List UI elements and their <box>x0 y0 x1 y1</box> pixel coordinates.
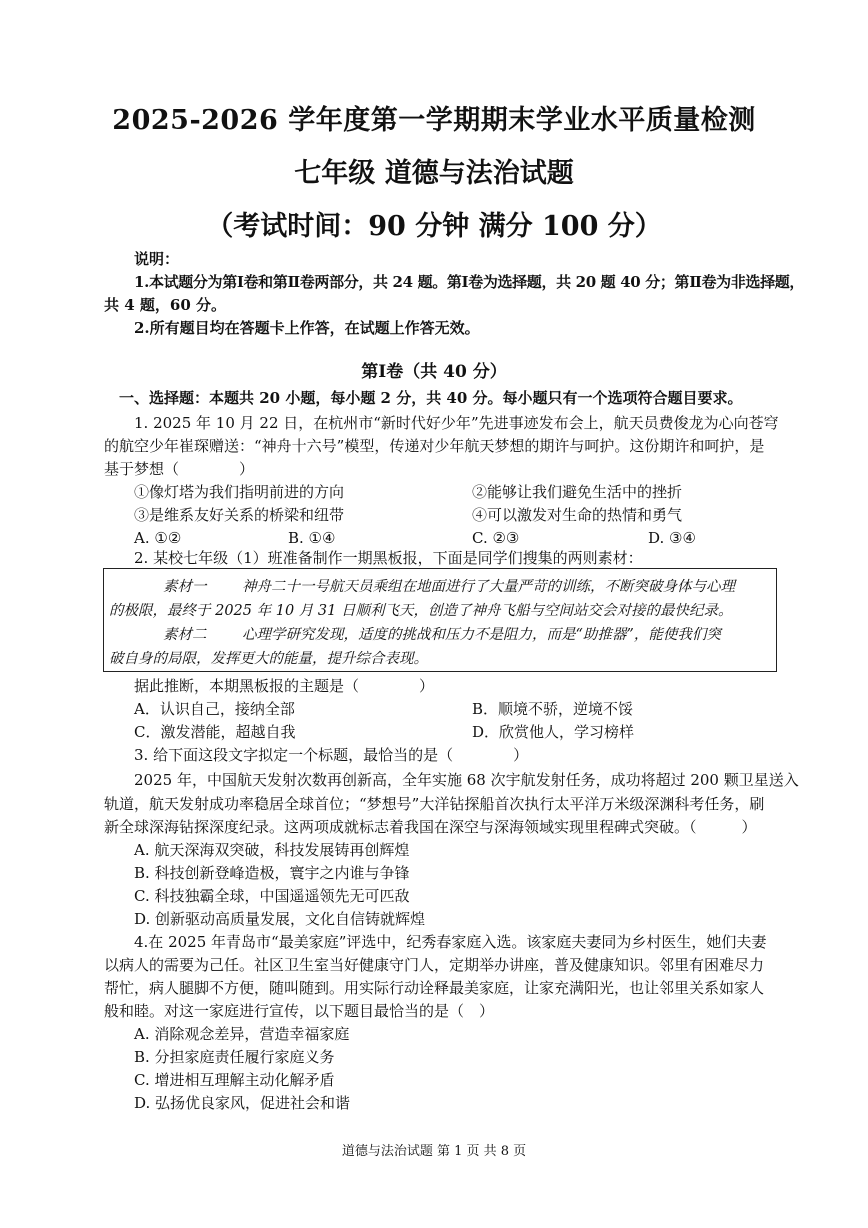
q2-stem: 2. 某校七年级（1）班准备制作一期黑板报，下面是同学们搜集的两则素材： <box>134 549 643 567</box>
section-title: 第Ⅰ卷（共 40 分） <box>361 362 507 382</box>
q3-stem: 3. 给下面这段文字拟定一个标题，最恰当的是（ ） <box>134 746 529 764</box>
exam-subtitle: 七年级 道德与法治试题 <box>294 158 574 189</box>
q2-option-b: B．顺境不骄，逆境不馁 <box>472 700 634 718</box>
q2-option-c: C．激发潜能，超越自我 <box>134 723 296 741</box>
q2-material-1-line-1: 神舟二十一号航天员乘组在地面进行了大量严苛的训练，不断突破身体与心理 <box>242 579 735 595</box>
q4-option-c: C. 增进相互理解主动化解矛盾 <box>134 1071 335 1089</box>
q1-stem-line-3: 基于梦想（ ） <box>104 460 255 478</box>
q2-material-2-label: 素材二 <box>163 627 207 643</box>
exam-title: 2025-2026 学年度第一学期期末学业水平质量检测 <box>112 105 756 136</box>
part-heading: 一、选择题：本题共 20 小题，每小题 2 分，共 40 分。每小题只有一个选项符合题目要求。 <box>119 389 743 407</box>
exam-info: （考试时间：90 分钟 满分 100 分） <box>206 211 662 242</box>
q1-statement-3: ③是维系友好关系的桥梁和纽带 <box>134 506 345 524</box>
q3-option-a: A. 航天深海双突破，科技发展铸再创辉煌 <box>134 841 410 859</box>
q4-stem-line-1: 4.在 2025 年青岛市“最美家庭”评选中，纪秀春家庭入选。该家庭夫妻同为乡村医生，她们夫妻 <box>134 933 767 951</box>
q1-statement-1: ①像灯塔为我们指明前进的方向 <box>134 483 345 501</box>
q1-stem-line-2: 的航空少年崔琛赠送：“神舟十六号”模型，传递对少年航天梦想的期许与呵护。这份期许和呵护，是 <box>104 437 765 455</box>
q2-material-2-line-1: 心理学研究发现，适度的挑战和压力不是阻力，而是“助推器”，能使我们突 <box>242 627 721 643</box>
q1-option-c: C. ②③ <box>472 529 520 547</box>
instruction-item-2: 2.所有题目均在答题卡上作答，在试题上作答无效。 <box>134 319 480 337</box>
q3-option-c: C. 科技独霸全球，中国遥遥领先无可匹敌 <box>134 887 410 905</box>
q3-passage-line-1: 2025 年，中国航天发射次数再创新高，全年实施 68 次宇航发射任务，成功将超过 200 颗卫星送入 <box>134 771 799 789</box>
instruction-item-1: 1.本试题分为第Ⅰ卷和第Ⅱ卷两部分，共 24 题。第Ⅰ卷为选择题，共 20 题 40 分；第Ⅱ卷为非选择题， <box>134 273 805 291</box>
q2-option-d: D．欣赏他人，学习榜样 <box>472 723 635 741</box>
q1-option-b: B. ①④ <box>288 529 336 547</box>
q4-stem-line-4: 般和睦。对这一家庭进行宣传，以下题目最恰当的是（ ） <box>104 1002 495 1020</box>
q2-material-1-label: 素材一 <box>163 579 207 595</box>
q2-question: 据此推断，本期黑板报的主题是（ ） <box>134 677 435 695</box>
q4-option-d: D. 弘扬优良家风，促进社会和谐 <box>134 1094 351 1112</box>
instruction-item-1-cont: 共 4 题，60 分。 <box>104 296 226 314</box>
q1-stem-line-1: 1. 2025 年 10 月 22 日，在杭州市“新时代好少年”先进事迹发布会上，航天员费俊龙为心向苍穹 <box>134 414 779 432</box>
q3-passage-line-2: 轨道，航天发射成功率稳居全球首位；“梦想号”大洋钻探船首次执行太平洋万米级深渊科考任务，刷 <box>104 795 765 813</box>
q2-option-a: A．认识自己，接纳全部 <box>134 700 295 718</box>
q4-option-b: B. 分担家庭责任履行家庭义务 <box>134 1048 335 1066</box>
q3-option-b: B. 科技创新登峰造极，寰宇之内谁与争锋 <box>134 864 410 882</box>
instructions-label: 说明： <box>134 250 180 268</box>
q3-passage-line-3: 新全球深海钻探深度纪录。这两项成就标志着我国在深空与深海领域实现里程碑式突破。（ ） <box>104 818 757 836</box>
q1-option-a: A. ①② <box>134 529 182 547</box>
q2-material-2-line-2: 破自身的局限，发挥更大的能量，提升综合表现。 <box>109 651 428 667</box>
q4-stem-line-2: 以病人的需要为己任。社区卫生室当好健康守门人，定期举办讲座，普及健康知识。邻里有困难尽力 <box>104 956 765 974</box>
q1-option-d: D. ③④ <box>648 529 696 547</box>
q2-material-1-line-2: 的极限，最终于 2025 年 10 月 31 日顺利飞天，创造了神舟飞船与空间站交会对接的最快纪录。 <box>109 603 733 619</box>
q1-statement-2: ②能够让我们避免生活中的挫折 <box>472 483 683 501</box>
page-footer: 道德与法治试题 第 1 页 共 8 页 <box>341 1144 527 1159</box>
q3-option-d: D. 创新驱动高质量发展，文化自信铸就辉煌 <box>134 910 426 928</box>
q1-statement-4: ④可以激发对生命的热情和勇气 <box>472 506 683 524</box>
q4-stem-line-3: 帮忙，病人腿脚不方便，随叫随到。用实际行动诠释最美家庭，让家充满阳光，也让邻里关系如家人 <box>104 979 765 997</box>
q4-option-a: A. 消除观念差异，营造幸福家庭 <box>134 1025 350 1043</box>
